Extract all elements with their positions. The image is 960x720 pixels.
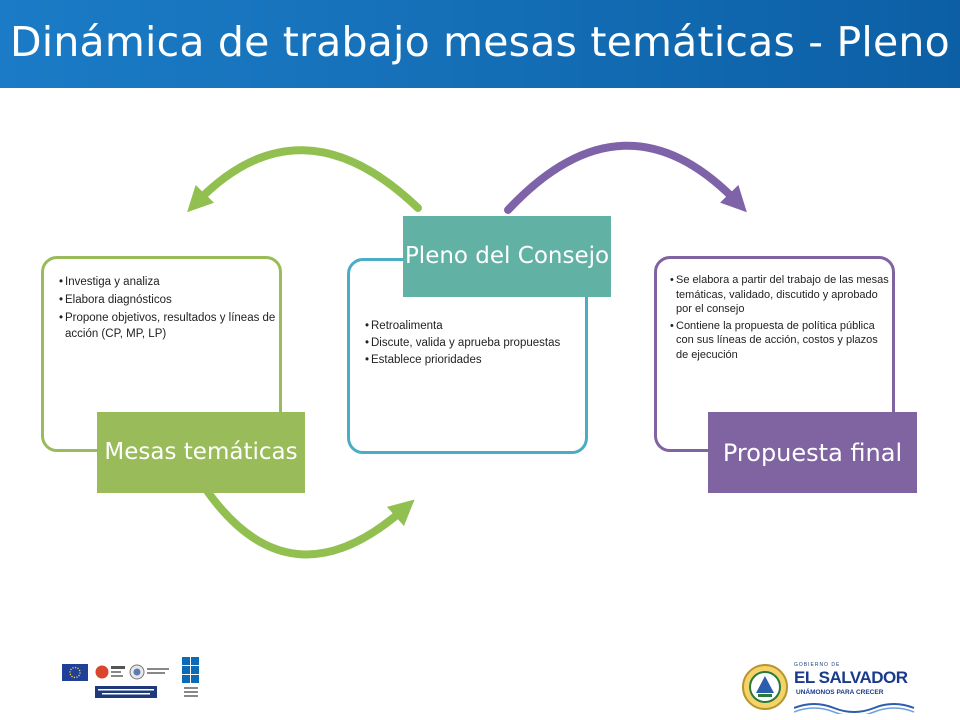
arrow-pleno-to-propuesta	[508, 146, 738, 210]
grupo-paises-banner	[95, 686, 157, 698]
list-item: • Propone objetivos, resultados y líneas de acción (CP, MP, LP)	[59, 311, 281, 341]
pleno-consejo-bullets	[365, 319, 565, 371]
list-item: • Establece prioridades	[365, 353, 565, 368]
coat-of-arms-icon	[740, 660, 790, 714]
list-item: • Retroalimenta	[365, 319, 565, 334]
list-item: • Contiene la propuesta de política pública con sus líneas de acción, costos y plazos de ejecución	[670, 319, 892, 363]
partner-logos	[60, 656, 260, 704]
title-bar	[0, 0, 960, 88]
gov-line2: EL SALVADOR	[794, 668, 908, 687]
list-item: • Discute, valida y aprueba propuestas	[365, 336, 565, 351]
slide-title: Dinámica de trabajo mesas temáticas - Pleno	[10, 18, 950, 66]
mesas-tematicas-label: Mesas temáticas	[97, 412, 305, 493]
pleno-consejo-label: Pleno del Consejo	[403, 216, 611, 297]
arrow-pleno-to-mesas	[196, 150, 418, 208]
mesas-tematicas-bullets	[59, 275, 281, 345]
gov-line3: UNÁMONOS PARA CRECER	[796, 689, 884, 696]
propuesta-final-bullets	[670, 273, 892, 364]
wave-mark-icon	[794, 700, 924, 714]
gov-line1: GOBIERNO DE	[794, 662, 841, 668]
arrow-mesas-to-pleno	[205, 488, 405, 554]
oea-logo	[130, 665, 169, 679]
list-item: • Se elabora a partir del trabajo de las mesas temáticas, validado, discutido y aprobado por el consejo	[670, 273, 892, 317]
aecid-logo	[96, 666, 126, 679]
eu-flag-logo	[62, 664, 88, 681]
list-item: • Elabora diagnósticos	[59, 293, 281, 308]
pnud-logo	[182, 657, 199, 697]
propuesta-final-label: Propuesta final	[708, 412, 917, 493]
gobierno-el-salvador-logo	[740, 660, 930, 716]
list-item: • Investiga y analiza	[59, 275, 281, 290]
